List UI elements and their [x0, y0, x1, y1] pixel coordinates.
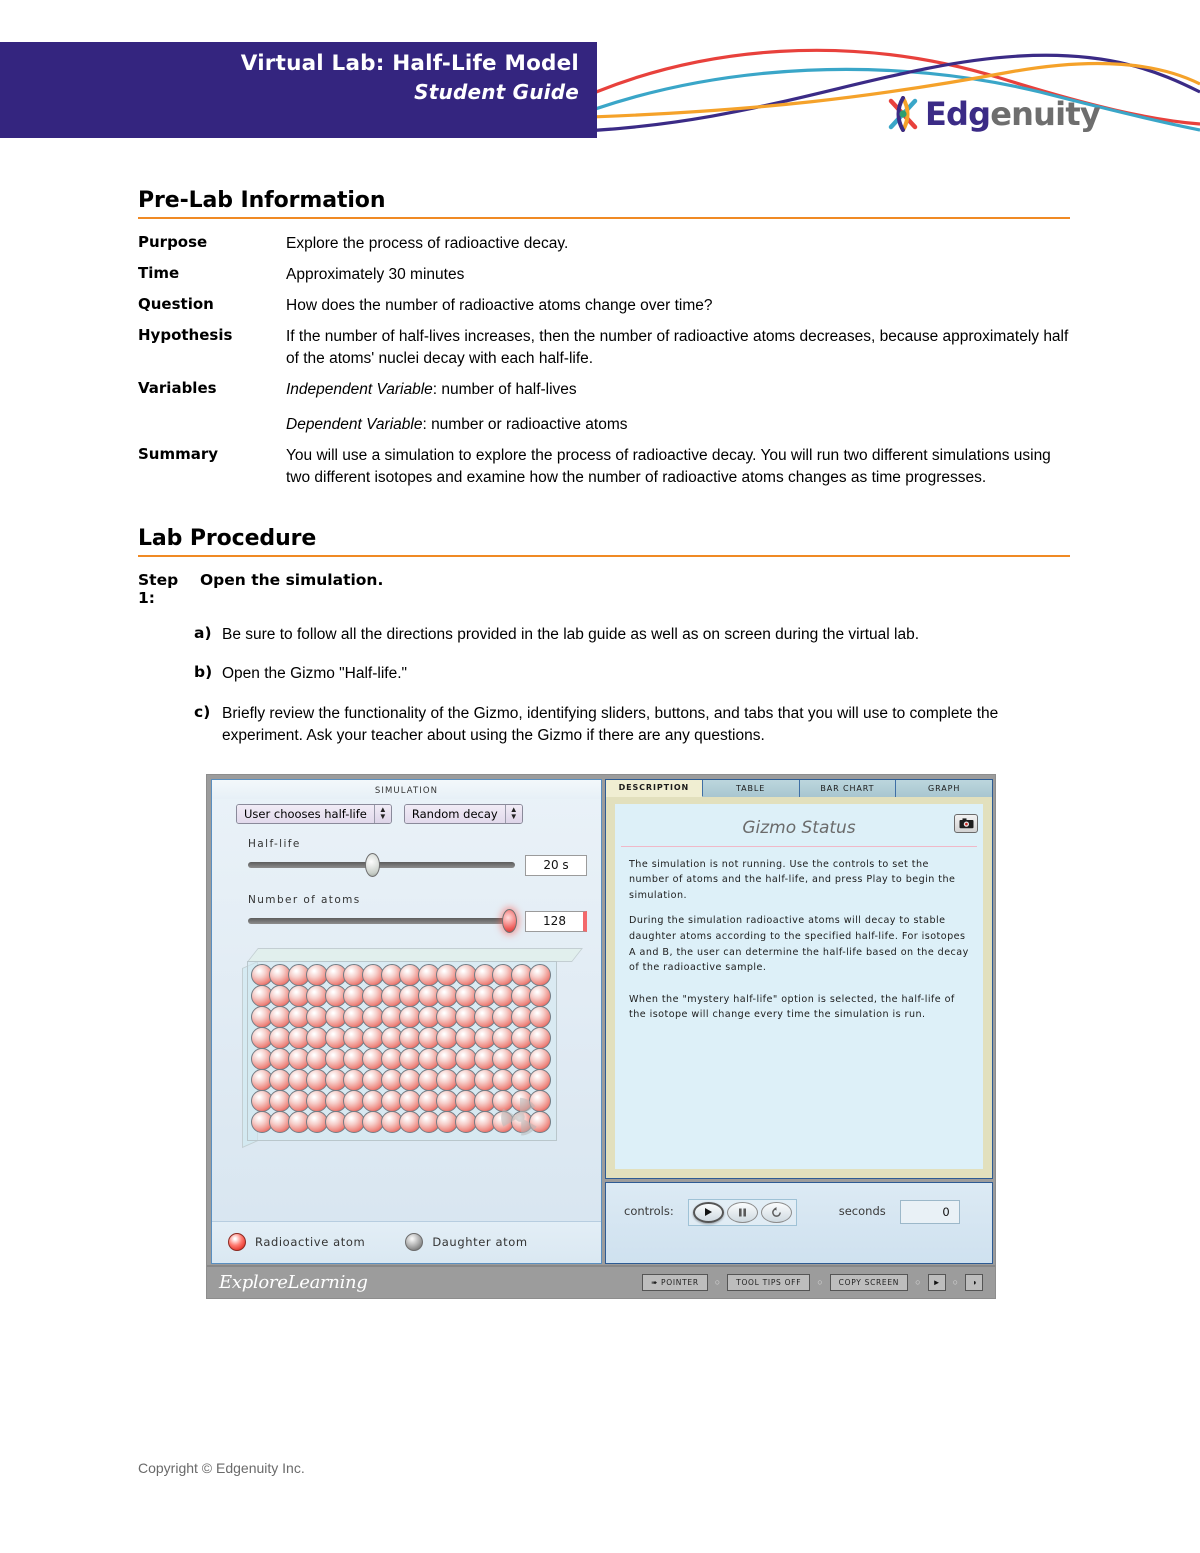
legend-item-radioactive	[228, 1233, 365, 1251]
row-value: If the number of half-lives increases, then the number of radioactive atoms decreases, because approximately half of the atoms' nuclei decay with each half-life.	[286, 328, 1069, 367]
table-row	[138, 264, 1070, 295]
row-label: Time	[138, 264, 180, 282]
substep-b	[194, 663, 1062, 685]
procedure-section	[138, 526, 1062, 748]
screenshot-camera-button[interactable]	[954, 814, 978, 833]
tooltips-button[interactable]: TOOL TIPS OFF	[727, 1274, 810, 1291]
dropdown-value: Random decay	[405, 805, 505, 823]
copyright-notice: Copyright © Edgenuity Inc.	[138, 1460, 305, 1476]
halflife-mode-dropdown[interactable]	[236, 804, 392, 824]
decay-mode-dropdown[interactable]	[404, 804, 523, 824]
halflife-slider-knob[interactable]	[365, 853, 380, 877]
halflife-value-field[interactable]: 20 s	[525, 855, 587, 876]
simulation-panel	[211, 779, 602, 1264]
atom-legend	[212, 1221, 601, 1263]
substep-text: Open the Gizmo "Half-life."	[222, 665, 408, 683]
simulation-panel-header: SIMULATION	[212, 780, 601, 799]
pointer-button[interactable]	[642, 1274, 708, 1291]
table-row-summary	[138, 445, 1070, 498]
step-1	[138, 571, 1062, 607]
row-label: Variables	[138, 379, 217, 397]
procedure-divider	[138, 555, 1070, 557]
legend-label: Radioactive atom	[255, 1235, 366, 1250]
row-value: You will use a simulation to explore the process of radioactive decay. You will run two different simulations using two different isotopes and examine how the number of radioactive atoms changes as time progresses.	[286, 447, 1051, 486]
container-top-face	[247, 948, 583, 962]
controls-group	[688, 1199, 797, 1226]
tabs-card	[605, 779, 993, 1179]
pointer-label: POINTER	[661, 1277, 699, 1287]
gizmo-right-panel	[605, 779, 993, 1264]
step-number: Step 1:	[138, 571, 179, 607]
document-body	[0, 160, 1200, 1299]
status-paragraph-1: The simulation is not running. Use the controls to set the number of atoms and the half-life, and press Play to begin the simulation.	[629, 858, 956, 901]
substep-c	[194, 703, 1062, 748]
row-value: Approximately 30 minutes	[286, 266, 465, 283]
atom	[529, 1006, 551, 1028]
toolbar-separator-dot: ○	[714, 1277, 721, 1288]
toolbar-separator-dot: ○	[915, 1277, 921, 1288]
table-row-variables	[138, 379, 1070, 445]
contrast-icon-button[interactable]: ◑	[965, 1274, 983, 1291]
tab-bar-chart[interactable]: BAR CHART	[800, 780, 897, 797]
halflife-slider[interactable]	[248, 862, 515, 868]
row-label: Summary	[138, 445, 219, 463]
table-row	[138, 326, 1070, 379]
row-label: Question	[138, 295, 214, 313]
table-row	[138, 233, 1070, 264]
substep-text: Be sure to follow all the directions provided in the lab guide as well as on screen during the virtual lab.	[222, 626, 920, 643]
dv-label: Dependent Variable	[286, 416, 423, 433]
reset-button[interactable]	[761, 1202, 792, 1223]
copy-screen-button[interactable]: COPY SCREEN	[830, 1274, 908, 1291]
gizmo-simulation-screenshot	[206, 774, 996, 1299]
gizmo-status-title: Gizmo Status	[742, 817, 856, 838]
prelab-section	[138, 188, 1069, 498]
independent-variable	[286, 379, 1070, 401]
atoms-label: Number of atoms	[248, 893, 361, 906]
row-value	[286, 379, 1070, 445]
next-arrow-icon-button[interactable]: ►	[928, 1274, 946, 1291]
atom	[529, 1048, 551, 1070]
legend-label: Daughter atom	[432, 1235, 528, 1250]
prelab-table	[138, 233, 1070, 498]
substep-a	[194, 624, 1062, 646]
row-label: Purpose	[138, 233, 208, 251]
pause-button[interactable]	[727, 1202, 758, 1223]
status-paragraph-3: When the "mystery half-life" option is selected, the half-life of the isotope will change every time the simulation is run.	[629, 993, 955, 1021]
camera-icon	[959, 818, 974, 829]
tab-table[interactable]: TABLE	[703, 780, 800, 797]
page-subtitle: Student Guide	[414, 80, 579, 105]
tab-bar	[606, 780, 992, 797]
halflife-label: Half-life	[248, 837, 301, 850]
atoms-slider-knob[interactable]	[502, 909, 517, 933]
edgenuity-wordmark	[925, 95, 1100, 133]
atom	[529, 985, 551, 1007]
atom-container	[242, 948, 572, 1151]
dropdown-row	[212, 799, 601, 824]
halflife-slider-block	[212, 838, 601, 876]
atoms-slider[interactable]	[248, 918, 515, 924]
status-paragraph-2: During the simulation radioactive atoms will decay to stable daughter atoms according to the specified half-life. For isotopes A and B, the user can determine the half-life based on the decay of the radioactive sample.	[629, 915, 969, 974]
page-header	[0, 0, 1200, 160]
iv-value: : number of half-lives	[432, 381, 577, 398]
row-label: Hypothesis	[138, 326, 233, 344]
atoms-value-field[interactable]: 128	[525, 911, 587, 932]
toolbar-separator-dot: ○	[952, 1277, 958, 1288]
brand-first: Edg	[925, 95, 991, 133]
brand-rest: enuity	[990, 95, 1100, 133]
substep-marker: b)	[194, 663, 213, 682]
description-panel	[615, 804, 983, 1169]
edgenuity-x-icon	[885, 96, 925, 132]
play-button[interactable]	[693, 1202, 724, 1223]
dropdown-value: User chooses half-life	[237, 805, 374, 823]
dv-value: : number or radioactive atoms	[422, 416, 628, 433]
toolbar-separator-dot: ○	[817, 1277, 823, 1288]
seconds-value-field: 0	[900, 1200, 960, 1224]
page-title: Virtual Lab: Half-Life Model	[240, 51, 579, 76]
gizmo-toolbar	[207, 1265, 995, 1298]
atom	[529, 1069, 551, 1091]
reset-icon	[771, 1207, 782, 1218]
status-divider	[621, 846, 977, 847]
prelab-divider	[138, 217, 1070, 219]
substep-text: Briefly review the functionality of the Gizmo, identifying sliders, buttons, and tabs that you will use to complete the experiment. Ask your teacher about using the Gizmo if there are any questions.	[222, 704, 999, 745]
pointer-icon: ➠	[651, 1277, 659, 1287]
atoms-slider-block	[212, 894, 601, 932]
pause-icon	[738, 1208, 747, 1217]
play-icon	[703, 1207, 713, 1217]
radiation-symbol-icon	[498, 1095, 542, 1139]
tab-graph[interactable]: GRAPH	[896, 780, 992, 797]
prelab-heading: Pre-Lab Information	[138, 188, 386, 213]
daughter-atom-icon	[405, 1233, 423, 1251]
controls-label: controls:	[624, 1203, 674, 1218]
chevron-updown-icon: ▲ ▼	[505, 805, 522, 823]
seconds-label: seconds	[838, 1203, 886, 1218]
playback-controls-card	[605, 1182, 993, 1264]
atom	[529, 964, 551, 986]
substep-marker: c)	[194, 702, 211, 721]
legend-item-daughter	[405, 1233, 527, 1251]
substep-marker: a)	[194, 624, 212, 642]
chevron-updown-icon: ▲ ▼	[374, 805, 391, 823]
header-title-band	[0, 42, 597, 138]
tab-description[interactable]: DESCRIPTION	[606, 780, 703, 797]
iv-label: Independent Variable	[286, 381, 433, 398]
table-row	[138, 295, 1070, 326]
row-value: Explore the process of radioactive decay.	[286, 235, 569, 252]
edgenuity-logo	[885, 95, 1100, 133]
procedure-heading: Lab Procedure	[138, 526, 317, 551]
step-title: Open the simulation.	[200, 571, 384, 589]
dependent-variable	[286, 414, 1070, 436]
row-value: How does the number of radioactive atoms change over time?	[286, 297, 713, 314]
atom	[529, 1027, 551, 1049]
explorelearning-logo: ExploreLearning	[219, 1271, 368, 1293]
radioactive-atom-icon	[228, 1233, 246, 1251]
